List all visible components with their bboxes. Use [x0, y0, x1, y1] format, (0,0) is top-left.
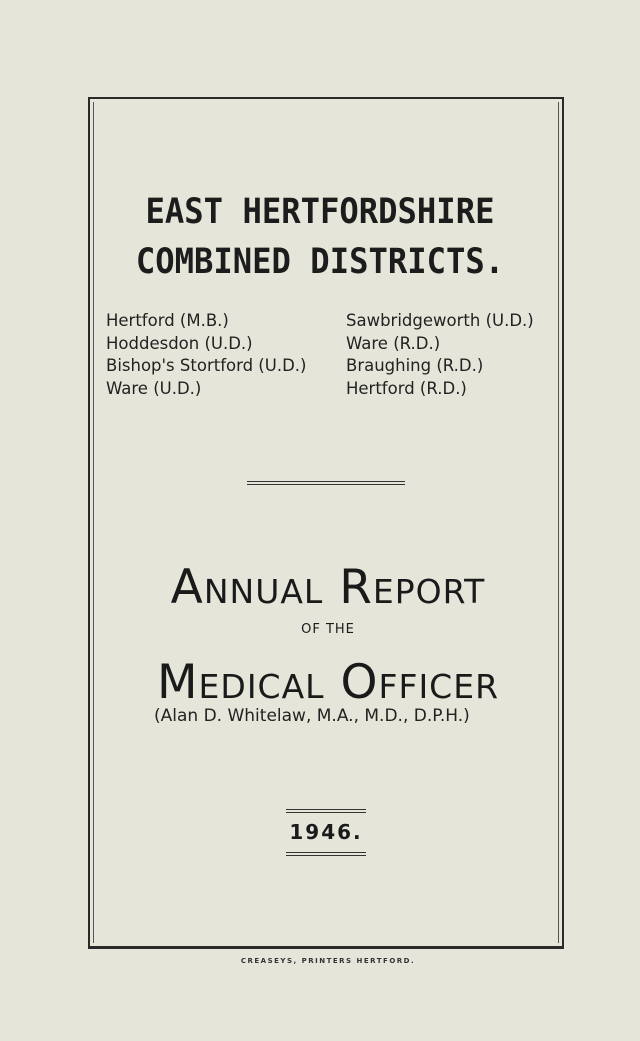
district-item: Braughing (R.D.) — [346, 356, 484, 375]
title-line-1: EAST HERTFORDSHIRE — [145, 192, 495, 232]
printer-imprint: CREASEYS, PRINTERS HERTFORD. — [240, 957, 416, 965]
district-list-right — [346, 310, 534, 400]
subject-heading: Medical Officer — [157, 655, 499, 710]
year-rule-bottom — [286, 852, 366, 856]
title-line-2: COMBINED DISTRICTS. — [135, 242, 505, 282]
report-heading: Annual Report — [170, 560, 486, 615]
district-item: Sawbridgeworth (U.D.) — [346, 311, 534, 330]
district-item: Hoddesdon (U.D.) — [106, 333, 253, 353]
district-item: Bishop's Stortford (U.D.) — [106, 356, 307, 375]
district-list-left — [106, 310, 306, 400]
district-item: Hertford (R.D.) — [346, 378, 467, 398]
divider-rule — [247, 481, 405, 485]
district-item: Ware (R.D.) — [346, 333, 441, 353]
of-the-label: OF THE — [301, 622, 355, 637]
district-item: Hertford (M.B.) — [106, 311, 229, 330]
report-year: 1946. — [289, 820, 363, 844]
year-rule-top — [286, 809, 366, 813]
officer-name: (Alan D. Whitelaw, M.A., M.D., D.P.H.) — [154, 706, 470, 726]
district-item: Ware (U.D.) — [106, 378, 202, 398]
